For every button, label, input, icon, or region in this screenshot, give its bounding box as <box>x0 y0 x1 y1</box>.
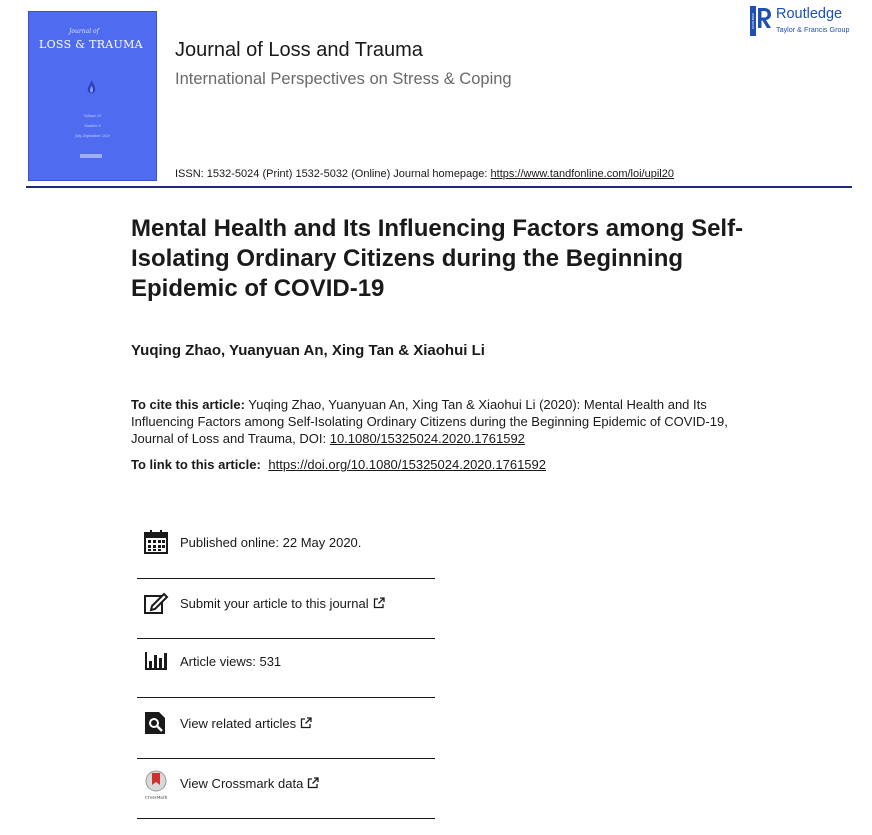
routledge-mark-text: ROUTLEDGE <box>752 12 755 30</box>
crossmark-row[interactable] <box>137 770 435 810</box>
journal-homepage-link[interactable]: https://www.tandfonline.com/loi/upil20 <box>490 168 674 180</box>
article-url-link[interactable]: https://doi.org/10.1080/15325024.2020.1761592 <box>268 457 546 472</box>
submit-article-label: Submit your article to this journal <box>180 596 369 611</box>
external-link-icon <box>373 597 385 609</box>
related-articles-row[interactable] <box>137 710 435 750</box>
issn-line <box>175 168 674 180</box>
calendar-icon <box>143 529 169 555</box>
header-divider <box>26 186 852 188</box>
doi-link[interactable]: 10.1080/15325024.2020.1761592 <box>329 431 525 446</box>
info-divider <box>137 818 435 819</box>
article-link-line <box>131 457 546 472</box>
article-title: Mental Health and Its Influencing Factors among Self-Isolating Ordinary Citizens during the Beginning Epidemic of COVID-19 <box>131 215 744 302</box>
crossmark-caption: CrossMark <box>144 794 168 800</box>
cover-title-of: Journal of <box>69 28 99 35</box>
flame-icon <box>87 80 96 96</box>
journal-subtitle: International Perspectives on Stress & Coping <box>175 70 512 88</box>
publisher-group: Taylor & Francis Group <box>776 25 850 34</box>
external-link-icon <box>307 777 319 789</box>
info-divider <box>137 638 435 639</box>
info-divider <box>137 758 435 759</box>
routledge-logo[interactable] <box>750 6 870 38</box>
crossmark-link[interactable] <box>180 776 319 791</box>
submit-article-row[interactable] <box>137 590 435 630</box>
article-views-label: Article views: 531 <box>180 654 282 669</box>
publisher-name: Routledge <box>776 6 843 22</box>
journal-title: Journal of Loss and Trauma <box>175 39 423 61</box>
citation-block <box>131 396 751 447</box>
related-articles-link[interactable] <box>180 716 312 731</box>
published-online-row <box>137 529 435 569</box>
published-online-label: Published online: 22 May 2020. <box>180 535 362 550</box>
article-views-row <box>137 648 435 688</box>
bar-chart-icon <box>143 648 169 674</box>
cite-text: Yuqing Zhao, Yuanyuan An, Xing Tan & Xiaohui Li (2020): Mental Health and Its Influencing Factors among Self-Isolating Ordinary Citizens during the Beginning Epidemic of COVID-19, Journal of Loss and Trauma, DOI: <box>131 397 728 446</box>
info-divider <box>137 578 435 579</box>
cover-publisher-logo <box>80 154 102 158</box>
document-search-icon <box>143 710 169 736</box>
cover-number: Number 6 <box>84 124 101 128</box>
crossmark-icon <box>143 770 169 800</box>
routledge-r-icon <box>750 6 772 36</box>
crossmark-label: View Crossmark data <box>180 776 304 791</box>
cover-date: July–September 2020 <box>75 134 110 138</box>
edit-icon <box>143 590 169 616</box>
issn-text: ISSN: 1532-5024 (Print) 1532-5032 (Online) Journal homepage: <box>175 168 491 180</box>
cite-label: To cite this article: <box>131 397 245 412</box>
journal-cover-image <box>28 11 157 181</box>
link-label: To link to this article: <box>131 457 261 472</box>
article-authors: Yuqing Zhao, Yuanyuan An, Xing Tan & Xiaohui Li <box>131 342 485 359</box>
info-divider <box>137 697 435 698</box>
external-link-icon <box>300 717 312 729</box>
cover-volume: Volume 25 <box>84 114 101 118</box>
submit-article-link[interactable] <box>180 596 385 611</box>
related-articles-label: View related articles <box>180 716 297 731</box>
cover-title: LOSS & TRAUMA <box>39 38 143 51</box>
